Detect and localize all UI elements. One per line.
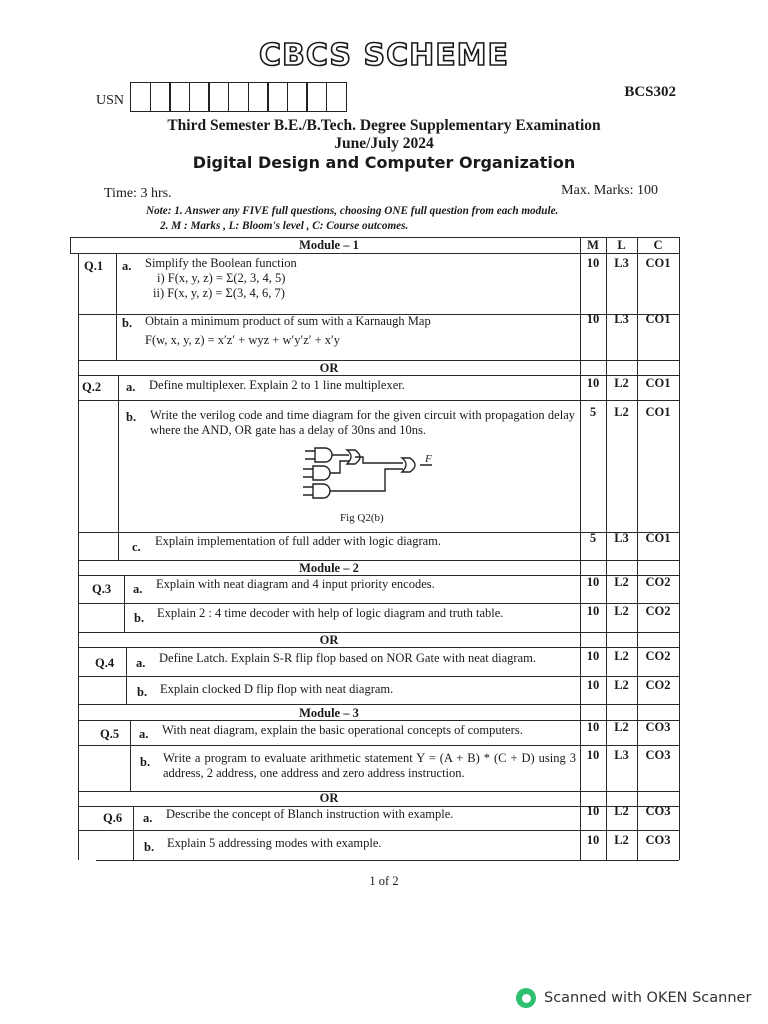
question-text: Explain with neat diagram and 4 input priority encodes.: [156, 577, 435, 591]
part-label: b.: [134, 611, 145, 625]
table-rule: [96, 860, 679, 861]
question-number: Q.4: [95, 656, 115, 670]
subject-code: BCS302: [624, 84, 676, 100]
usn-box: [248, 82, 269, 112]
marks-value: 10: [586, 804, 600, 818]
usn-box: [228, 82, 249, 112]
column-level-header: L: [617, 238, 626, 252]
outcome-value: CO1: [645, 256, 671, 270]
usn-box: [306, 82, 327, 112]
or-gate-icon: [402, 458, 415, 472]
column-outcome-header: C: [653, 238, 663, 252]
outcome-value: CO3: [645, 720, 671, 734]
usn-label: USN: [96, 93, 125, 108]
part-label: b.: [126, 410, 137, 424]
part-label: a.: [143, 811, 153, 825]
outcome-value: CO2: [645, 604, 671, 618]
part-label: c.: [132, 540, 141, 554]
marks-value: 5: [589, 531, 597, 545]
question-text: With neat diagram, explain the basic operational concepts of computers.: [162, 723, 523, 737]
marks-value: 10: [586, 256, 600, 270]
level-value: L3: [614, 312, 629, 326]
table-rule: [606, 237, 607, 860]
scanner-label: Scanned with OKEN Scanner: [544, 990, 752, 1006]
and-gate-icon: [313, 466, 330, 480]
question-text: Define multiplexer. Explain 2 to 1 line multiplexer.: [149, 378, 405, 392]
marks-value: 10: [586, 575, 600, 589]
table-rule: [78, 830, 679, 831]
question-text: Simplify the Boolean function: [145, 256, 297, 270]
output-label: F: [425, 453, 432, 465]
table-rule: [118, 375, 119, 560]
question-number: Q.3: [92, 582, 112, 596]
usn-box: [267, 82, 288, 112]
module-3-heading: Module – 3: [299, 706, 359, 720]
outcome-value: CO1: [645, 531, 671, 545]
outcome-value: CO1: [645, 376, 671, 390]
part-label: a.: [126, 380, 136, 394]
question-subpart: i) F(x, y, z) = Σ(2, 3, 4, 5): [157, 271, 286, 285]
level-value: L2: [614, 405, 629, 419]
module-1-heading: Module – 1: [299, 238, 359, 252]
usn-box: [326, 82, 347, 112]
part-label: b.: [144, 840, 155, 854]
marks-value: 10: [586, 833, 600, 847]
question-text: Explain 2 : 4 time decoder with help of logic diagram and truth table.: [157, 606, 504, 620]
table-rule: [70, 253, 679, 254]
part-label: a.: [122, 259, 132, 273]
question-subpart: ii) F(x, y, z) = Σ(3, 4, 6, 7): [153, 286, 285, 300]
question-expression: F(w, x, y, z) = x′z′ + wyz + w′y′z′ + x′y: [145, 333, 341, 347]
table-rule: [679, 237, 680, 860]
outcome-value: CO3: [645, 833, 671, 847]
table-rule: [124, 575, 125, 632]
table-rule: [70, 237, 71, 253]
outcome-value: CO1: [645, 312, 671, 326]
page-number: 1 of 2: [369, 874, 399, 888]
exam-session: June/July 2024: [334, 135, 434, 152]
marks-value: 10: [586, 748, 600, 762]
question-number: Q.5: [100, 727, 120, 741]
usn-box: [208, 82, 229, 112]
table-rule: [130, 720, 131, 791]
module-2-heading: Module – 2: [299, 561, 359, 575]
table-rule: [78, 704, 679, 705]
logic-circuit-figure: [285, 440, 445, 510]
table-rule: [133, 806, 134, 860]
table-rule: [78, 253, 79, 860]
and-gate-icon: [315, 448, 332, 462]
part-label: a.: [136, 656, 146, 670]
level-value: L2: [614, 720, 629, 734]
question-text: Explain 5 addressing modes with example.: [167, 836, 382, 850]
or-divider: OR: [319, 361, 339, 375]
outcome-value: CO2: [645, 678, 671, 692]
instruction-note-2: 2. M : Marks , L: Bloom's level , C: Course outcomes.: [160, 220, 409, 232]
table-rule: [580, 237, 581, 860]
table-rule: [116, 253, 117, 360]
level-value: L2: [614, 678, 629, 692]
marks-value: 10: [586, 604, 600, 618]
part-label: b.: [122, 316, 133, 330]
question-text: Write a program to evaluate arithmetic statement Y = (A + B) * (C + D) using 3 address, 2 address, one address and zero address instruction.: [163, 751, 576, 780]
part-label: b.: [137, 685, 148, 699]
outcome-value: CO3: [645, 748, 671, 762]
outcome-value: CO1: [645, 405, 671, 419]
outcome-value: CO2: [645, 575, 671, 589]
table-rule: [126, 647, 127, 704]
subject-title: Digital Design and Computer Organization: [192, 153, 576, 172]
level-value: L3: [614, 531, 629, 545]
connecting-wires: [330, 455, 432, 491]
marks-value: 10: [586, 312, 600, 326]
part-label: a.: [139, 727, 149, 741]
usn-box: [150, 82, 171, 112]
usn-box: [130, 82, 151, 112]
question-number: Q.6: [103, 811, 123, 825]
question-text: Explain clocked D flip flop with neat diagram.: [160, 682, 394, 696]
table-rule: [78, 400, 679, 401]
usn-boxes: [130, 82, 346, 112]
table-rule: [78, 676, 679, 677]
question-number: Q.1: [84, 259, 104, 273]
usn-box: [189, 82, 210, 112]
max-marks: Max. Marks: 100: [561, 183, 658, 198]
level-value: L2: [614, 804, 629, 818]
scheme-heading: CBCS SCHEME: [258, 38, 510, 73]
level-value: L2: [614, 649, 629, 663]
oken-scanner-logo-icon: [516, 988, 536, 1008]
exam-time: Time: 3 hrs.: [104, 186, 172, 201]
question-text: Describe the concept of Blanch instruction with example.: [166, 807, 454, 821]
or-divider: OR: [319, 633, 339, 647]
table-rule: [78, 745, 679, 746]
marks-value: 10: [586, 376, 600, 390]
usn-box: [169, 82, 190, 112]
exam-title: Third Semester B.E./B.Tech. Degree Supplementary Examination: [167, 117, 601, 134]
marks-value: 10: [586, 720, 600, 734]
figure-caption: Fig Q2(b): [340, 512, 384, 524]
marks-value: 10: [586, 678, 600, 692]
level-value: L2: [614, 575, 629, 589]
level-value: L2: [614, 376, 629, 390]
level-value: L3: [614, 748, 629, 762]
level-value: L2: [614, 604, 629, 618]
scanner-watermark: [516, 988, 751, 1008]
question-text: Explain implementation of full adder with logic diagram.: [155, 534, 442, 548]
outcome-value: CO3: [645, 804, 671, 818]
and-gate-icon: [313, 484, 330, 498]
column-marks-header: M: [587, 238, 599, 252]
marks-value: 10: [586, 649, 600, 663]
or-divider: OR: [319, 791, 339, 805]
table-rule: [637, 237, 638, 860]
outcome-value: CO2: [645, 649, 671, 663]
level-value: L3: [614, 256, 629, 270]
question-text: Define Latch. Explain S-R flip flop based on NOR Gate with neat diagram.: [159, 651, 536, 665]
part-label: a.: [133, 582, 143, 596]
usn-box: [287, 82, 308, 112]
instruction-note-1: Note: 1. Answer any FIVE full questions, choosing ONE full question from each module.: [146, 205, 559, 217]
question-text: Obtain a minimum product of sum with a Karnaugh Map: [145, 314, 431, 328]
question-text: Write the verilog code and time diagram for the given circuit with propagation delay where the AND, OR gate has a delay of 30ns and 10ns.: [150, 408, 575, 437]
part-label: b.: [140, 755, 151, 769]
marks-value: 5: [589, 405, 597, 419]
question-number: Q.2: [82, 380, 102, 394]
level-value: L2: [614, 833, 629, 847]
